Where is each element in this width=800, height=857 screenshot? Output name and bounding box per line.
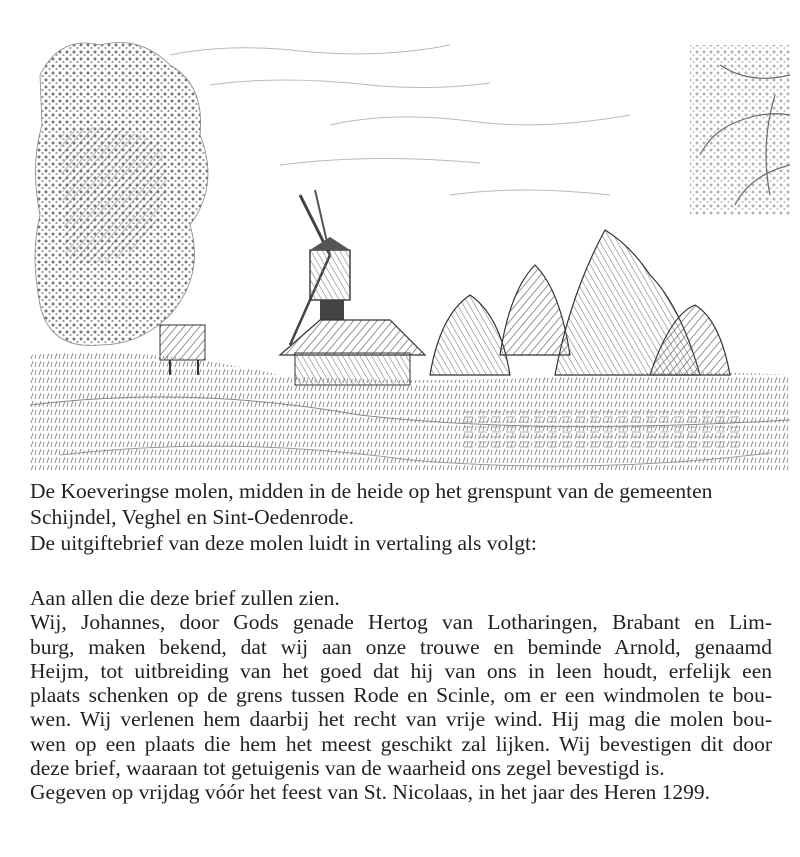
caption-line: De uitgiftebrief van deze molen luidt in vertaling als volgt: <box>30 531 537 555</box>
charter-line: Gegeven op vrijdag vóór het feest van St. Nicolaas, in het jaar des Heren 1299. <box>30 780 711 805</box>
charter-line: burg, maken bekend, dat wij aan onze trouwe en beminde Arnold, genaamd <box>30 634 772 659</box>
windmill-illustration <box>30 15 790 470</box>
caption-line: Schijndel, Veghel en Sint-Oedenrode. <box>30 505 354 529</box>
farmhouse <box>280 320 425 385</box>
charter-line: wen. Wij verlenen hem daarbij het recht van vrije wind. Hij mag die molen bou- <box>30 707 772 732</box>
charter-line: wen op een plaats die hem het meest geschikt zal lijken. Wij bevestigen dit door <box>30 731 772 756</box>
haystacks <box>430 230 730 375</box>
charter-line: Heijm, tot uitbreiding van het goed dat hij van ons in leen houdt, erfelijk een <box>30 658 772 683</box>
illustration-caption <box>30 478 790 556</box>
charter-line: Aan allen die deze brief zullen zien. <box>30 586 340 610</box>
sky-clouds <box>170 45 630 195</box>
charter-line: deze brief, waaraan tot getuigenis van de waarheid ons zegel bevestigd is. <box>30 756 665 781</box>
charter-translation <box>30 586 772 805</box>
charter-line: plaats schenken op de grens tussen Rode en Scinle, om er een windmolen te bou- <box>30 683 772 708</box>
charter-line: Wij, Johannes, door Gods genade Hertog van Lotharingen, Brabant en Lim- <box>30 610 772 635</box>
caption-line: De Koeveringse molen, midden in de heide op het grenspunt van de gemeenten <box>30 479 713 503</box>
